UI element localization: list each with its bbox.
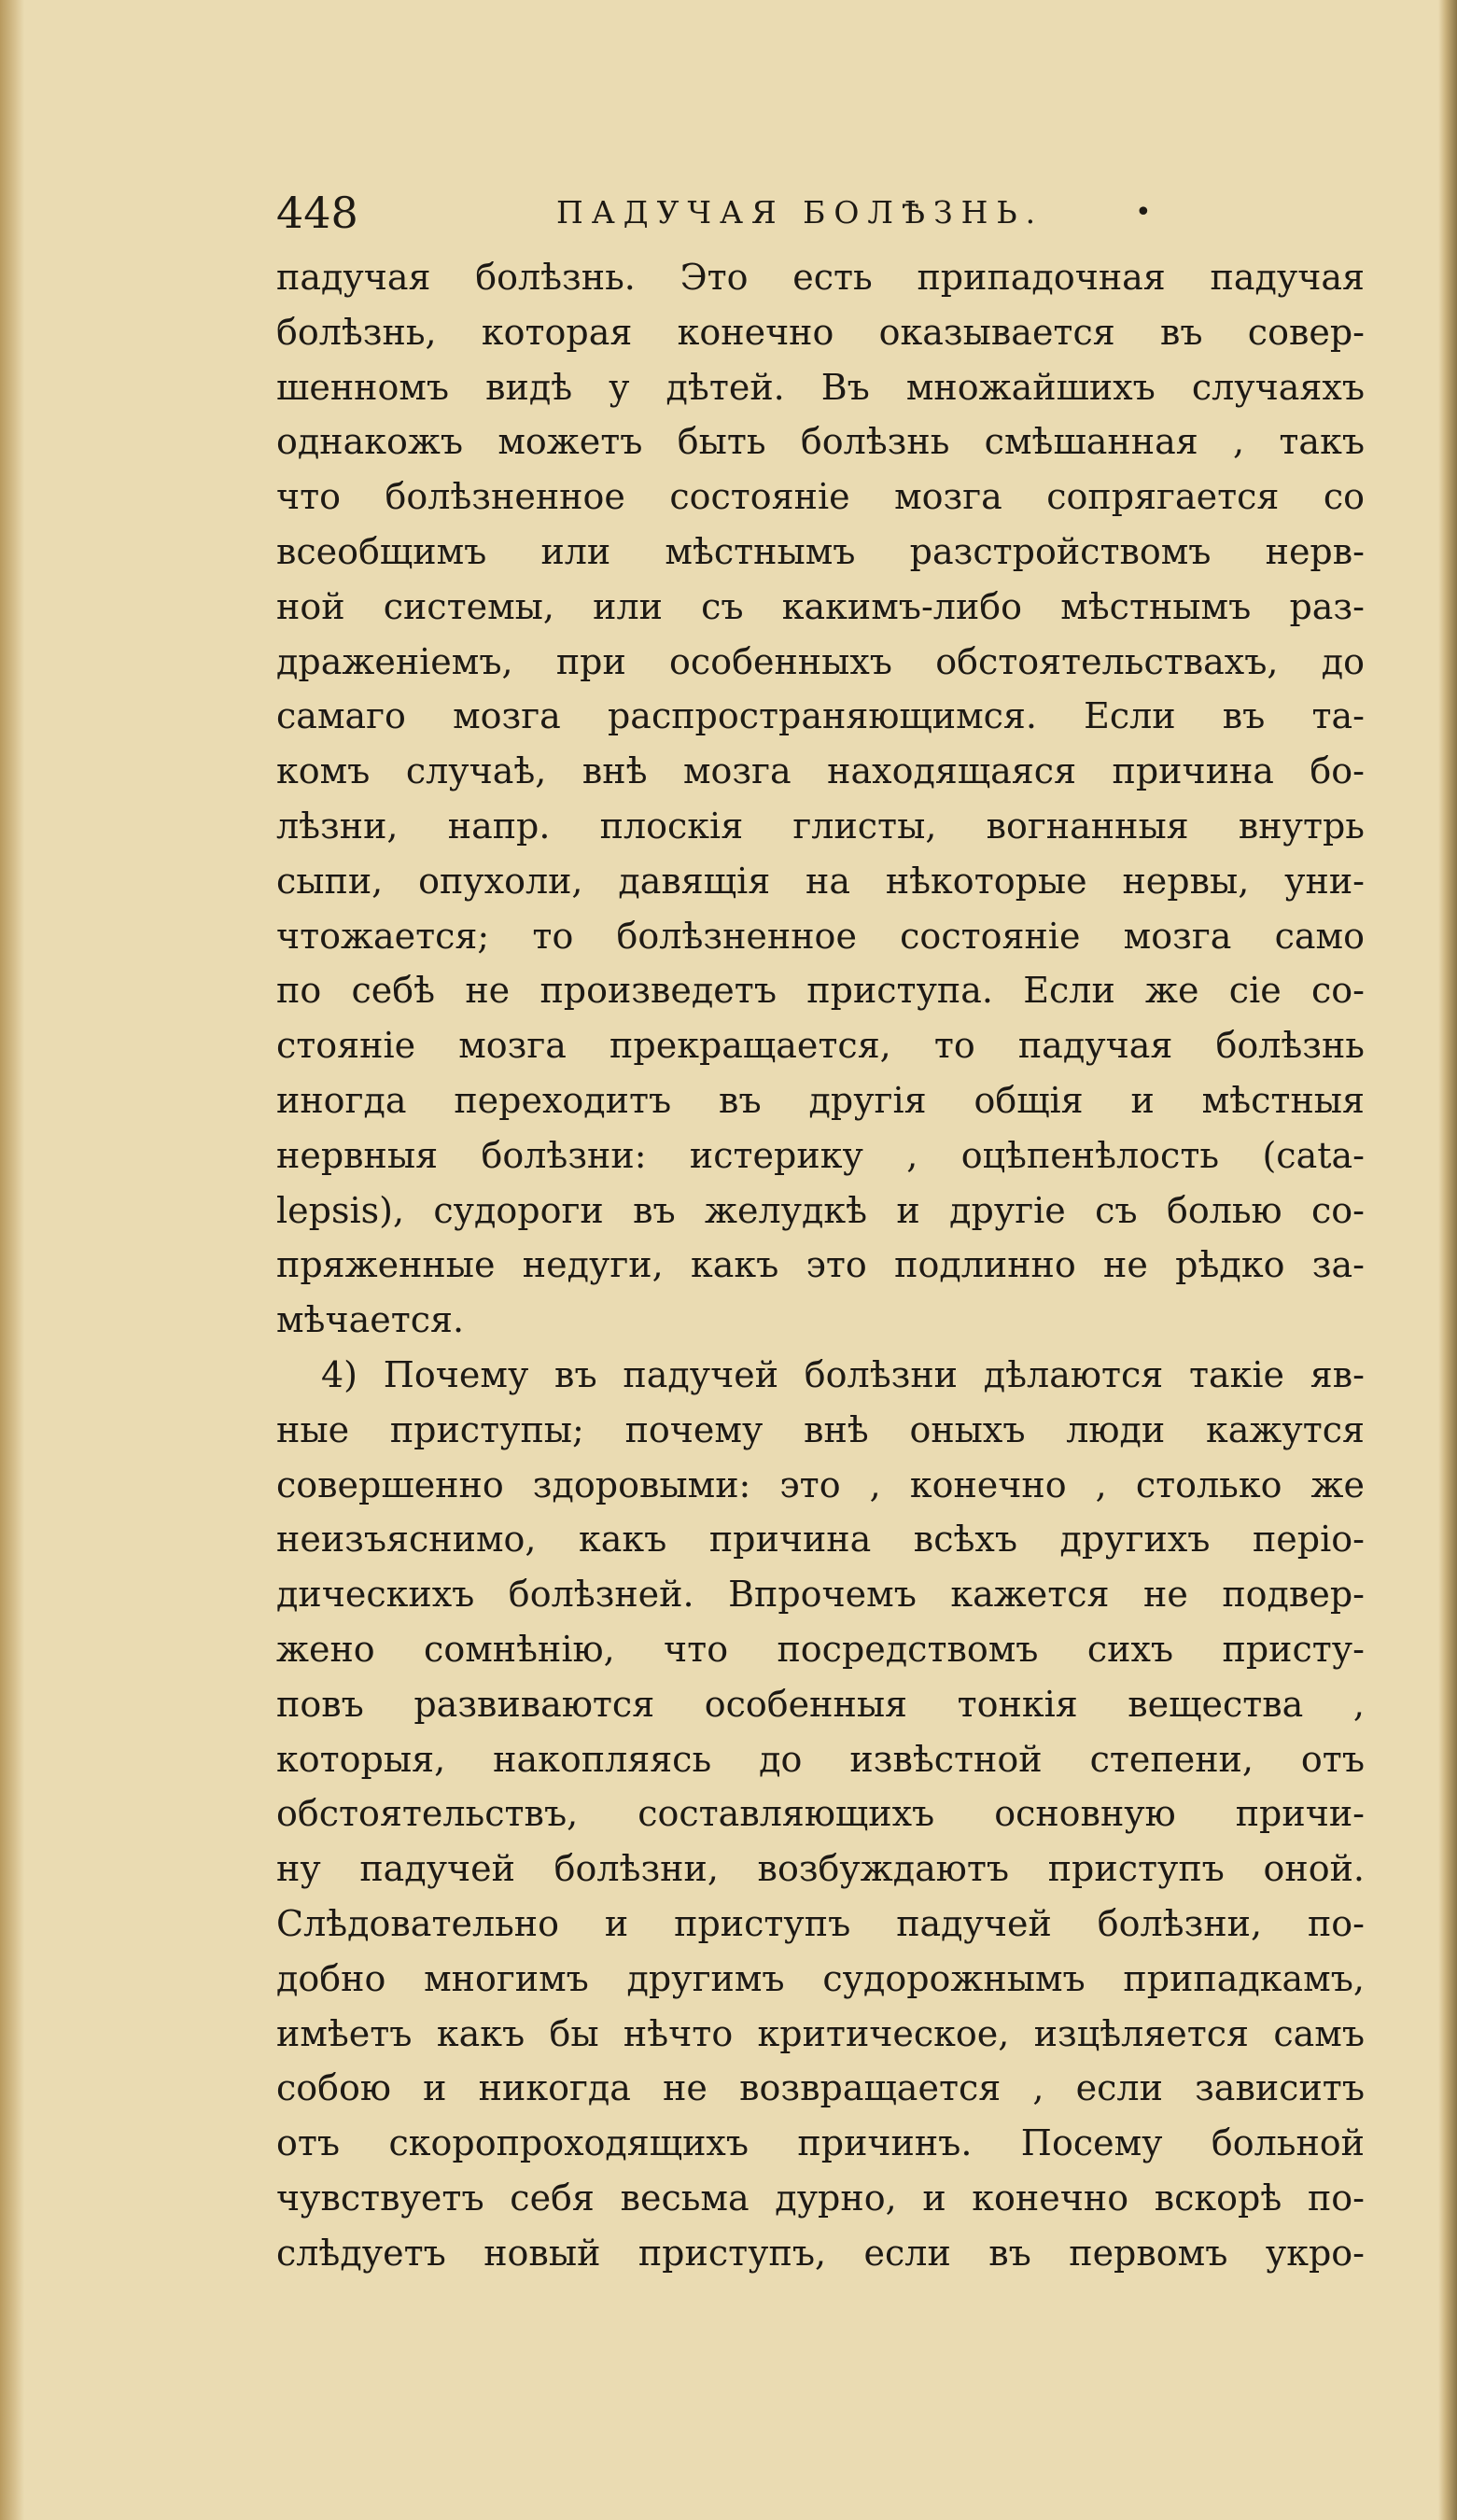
text-line: лѣзни, напр. плоскія глисты, вогнанныя внутрь <box>276 805 1365 847</box>
text-line: однакожъ можетъ быть болѣзнь смѣшанная , такъ <box>276 421 1365 463</box>
page-number: 448 <box>276 188 358 238</box>
text-line: обстоятельствъ, составляющихъ основную причи- <box>276 1793 1365 1835</box>
text-line: шенномъ видѣ у дѣтей. Въ множайшихъ случаяхъ <box>276 366 1365 408</box>
text-line: жено сомнѣнію, что посредствомъ сихъ присту- <box>276 1628 1365 1670</box>
text-line: сыпи, опухоли, давящія на нѣкоторые нервы, уни- <box>276 860 1365 902</box>
text-line: собою и никогда не возвращается , если зависитъ <box>276 2067 1365 2109</box>
text-line: отъ скоропроходящихъ причинъ. Посему больной <box>276 2122 1365 2164</box>
header-mark: • <box>1135 196 1152 229</box>
text-line: комъ случаѣ, внѣ мозга находящаяся причина бо- <box>276 750 1365 792</box>
text-line: чувствуетъ себя весьма дурно, и конечно вскорѣ по- <box>276 2177 1365 2219</box>
page-edge-left <box>0 0 24 2520</box>
text-line: падучая болѣзнь. Это есть припадочная падучая <box>276 257 1365 298</box>
text-line: ной системы, или съ какимъ-либо мѣстнымъ раз- <box>276 585 1365 627</box>
text-line: lepsis), судороги въ желудкѣ и другіе съ болью со- <box>276 1189 1365 1231</box>
text-line: ные приступы; почему внѣ оныхъ люди кажутся <box>276 1408 1365 1450</box>
text-line: мѣчается. <box>276 1299 465 1341</box>
text-line: повъ развиваются особенныя тонкія вещества , <box>276 1683 1365 1725</box>
body-text <box>276 250 1365 2280</box>
running-head: ПАДУЧАЯ БОЛѢЗНЬ. <box>556 194 1044 231</box>
text-line: по себѣ не произведетъ приступа. Если же сіе со- <box>276 970 1365 1012</box>
text-line: драженіемъ, при особенныхъ обстоятельствахъ, до <box>276 640 1365 682</box>
text-line: стояніе мозга прекращается, то падучая болѣзнь <box>276 1025 1365 1067</box>
text-line: дическихъ болѣзней. Впрочемъ кажется не подвер- <box>276 1574 1365 1616</box>
text-line: что болѣзненное состояніе мозга сопрягается со <box>276 476 1365 518</box>
page-header <box>276 185 1359 241</box>
text-line: нервныя болѣзни: истерику , оцѣпенѣлость (cata- <box>276 1134 1365 1176</box>
text-line: пряженные недуги, какъ это подлинно не рѣдко за- <box>276 1244 1365 1286</box>
text-line: которыя, накопляясь до извѣстной степени, отъ <box>276 1738 1365 1780</box>
text-line: всеобщимъ или мѣстнымъ разстройствомъ нерв- <box>276 530 1365 572</box>
text-line: слѣдуетъ новый приступъ, если въ первомъ укро- <box>276 2232 1365 2274</box>
text-line: чтожается; то болѣзненное состояніе мозга само <box>276 915 1365 957</box>
text-line: неизъяснимо, какъ причина всѣхъ другихъ періо- <box>276 1519 1365 1561</box>
paragraph-start-line: 4) Почему въ падучей болѣзни дѣлаются такіе яв- <box>321 1353 1365 1395</box>
text-line: имѣетъ какъ бы нѣчто критическое, изцѣляется самъ <box>276 2012 1365 2054</box>
text-line: самаго мозга распространяющимся. Если въ та- <box>276 695 1365 737</box>
text-line: совершенно здоровыми: это , конечно , столько же <box>276 1463 1365 1505</box>
text-line: болѣзнь, которая конечно оказывается въ совер- <box>276 311 1365 353</box>
text-line: добно многимъ другимъ судорожнымъ припадкамъ, <box>276 1957 1365 1999</box>
text-line: ну падучей болѣзни, возбуждаютъ приступъ оной. <box>276 1848 1365 1890</box>
page-edge-right <box>1438 0 1457 2520</box>
text-line: иногда переходитъ въ другія общія и мѣстныя <box>276 1079 1365 1121</box>
text-line: Слѣдовательно и приступъ падучей болѣзни, по- <box>276 1902 1365 1944</box>
